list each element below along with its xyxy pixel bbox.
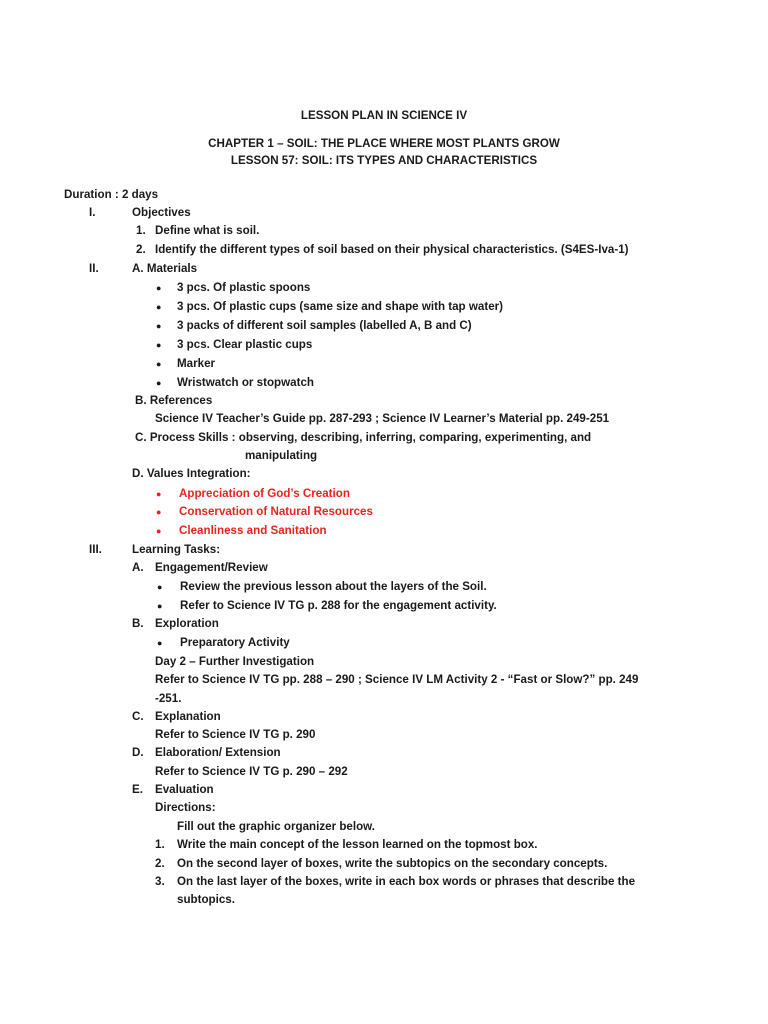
engagement-heading: Engagement/Review [155, 561, 268, 574]
section-iii-numeral: III. [89, 543, 102, 556]
evaluation-heading: Evaluation [155, 783, 214, 796]
task-letter: B. [132, 617, 144, 630]
duration: Duration : 2 days [64, 188, 159, 201]
bullet: ● [156, 359, 162, 369]
bullet: ● [157, 582, 163, 592]
chapter-title: CHAPTER 1 – SOIL: THE PLACE WHERE MOST PLANTS GROW [208, 137, 560, 150]
values-heading: D. Values Integration: [132, 467, 251, 480]
task-letter: C. [132, 710, 144, 723]
process-skills: C. Process Skills : observing, describing, inferring, comparing, experimenting, and [135, 431, 592, 444]
material-item: Wristwatch or stopwatch [177, 376, 314, 389]
value-item: Conservation of Natural Resources [179, 505, 373, 518]
bullet: ● [156, 507, 162, 517]
step-text: Write the main concept of the lesson learned on the topmost box. [177, 838, 538, 851]
objective-text: Identify the different types of soil based on their physical characteristics. (S4ES-Iva-1) [155, 243, 629, 256]
task-letter: D. [132, 746, 144, 759]
elaboration-reference: Refer to Science IV TG p. 290 – 292 [155, 765, 348, 778]
references-text: Science IV Teacher’s Guide pp. 287-293 ; Science IV Learner’s Material pp. 249-251 [155, 412, 610, 425]
value-item: Appreciation of God’s Creation [179, 487, 350, 500]
material-item: 3 pcs. Clear plastic cups [177, 338, 313, 351]
objectives-numeral: I. [89, 206, 96, 219]
elaboration-heading: Elaboration/ Extension [155, 746, 281, 759]
references-heading: B. References [135, 394, 213, 407]
engagement-item: Refer to Science IV TG p. 288 for the engagement activity. [180, 599, 497, 612]
process-skills-continued: manipulating [245, 449, 318, 462]
exploration-reference: Refer to Science IV TG pp. 288 – 290 ; Science IV LM Activity 2 - “Fast or Slow?” pp. 249 [155, 673, 639, 686]
lesson-title: LESSON 57: SOIL: ITS TYPES AND CHARACTERISTICS [230, 154, 538, 167]
explanation-heading: Explanation [155, 710, 221, 723]
exploration-reference-continued: -251. [155, 692, 182, 705]
exploration-day: Day 2 – Further Investigation [155, 655, 315, 668]
bullet: ● [157, 638, 163, 648]
learning-tasks-heading: Learning Tasks: [132, 543, 221, 556]
engagement-item: Review the previous lesson about the layers of the Soil. [180, 580, 487, 593]
material-item: 3 pcs. Of plastic spoons [177, 281, 311, 294]
document-title: LESSON PLAN IN SCIENCE IV [300, 109, 468, 122]
material-item: 3 pcs. Of plastic cups (same size and shape with tap water) [177, 300, 504, 313]
task-letter: A. [132, 561, 144, 574]
materials-heading: A. Materials [132, 262, 198, 275]
directions-intro: Fill out the graphic organizer below. [177, 820, 375, 833]
objective-text: Define what is soil. [155, 224, 260, 237]
bullet: ● [156, 489, 162, 499]
material-item: 3 packs of different soil samples (labelled A, B and C) [177, 319, 472, 332]
step-text: On the last layer of the boxes, write in each box words or phrases that describe the [177, 875, 636, 888]
step-text: On the second layer of boxes, write the subtopics on the secondary concepts. [177, 857, 608, 870]
step-text-continued: subtopics. [177, 893, 235, 906]
bullet: ● [156, 321, 162, 331]
step-number: 1. [155, 838, 165, 851]
value-item: Cleanliness and Sanitation [179, 524, 327, 537]
step-number: 2. [155, 857, 165, 870]
objective-number: 1. [136, 224, 146, 237]
explanation-reference: Refer to Science IV TG p. 290 [155, 728, 316, 741]
bullet: ● [156, 283, 162, 293]
objective-number: 2. [136, 243, 146, 256]
bullet: ● [156, 378, 162, 388]
bullet: ● [156, 340, 162, 350]
section-ii-numeral: II. [89, 262, 99, 275]
bullet: ● [157, 601, 163, 611]
bullet: ● [156, 302, 162, 312]
bullet: ● [156, 526, 162, 536]
task-letter: E. [132, 783, 143, 796]
exploration-item: Preparatory Activity [180, 636, 290, 649]
material-item: Marker [177, 357, 216, 370]
exploration-heading: Exploration [155, 617, 219, 630]
step-number: 3. [155, 875, 165, 888]
objectives-heading: Objectives [132, 206, 191, 219]
directions-label: Directions: [155, 801, 216, 814]
